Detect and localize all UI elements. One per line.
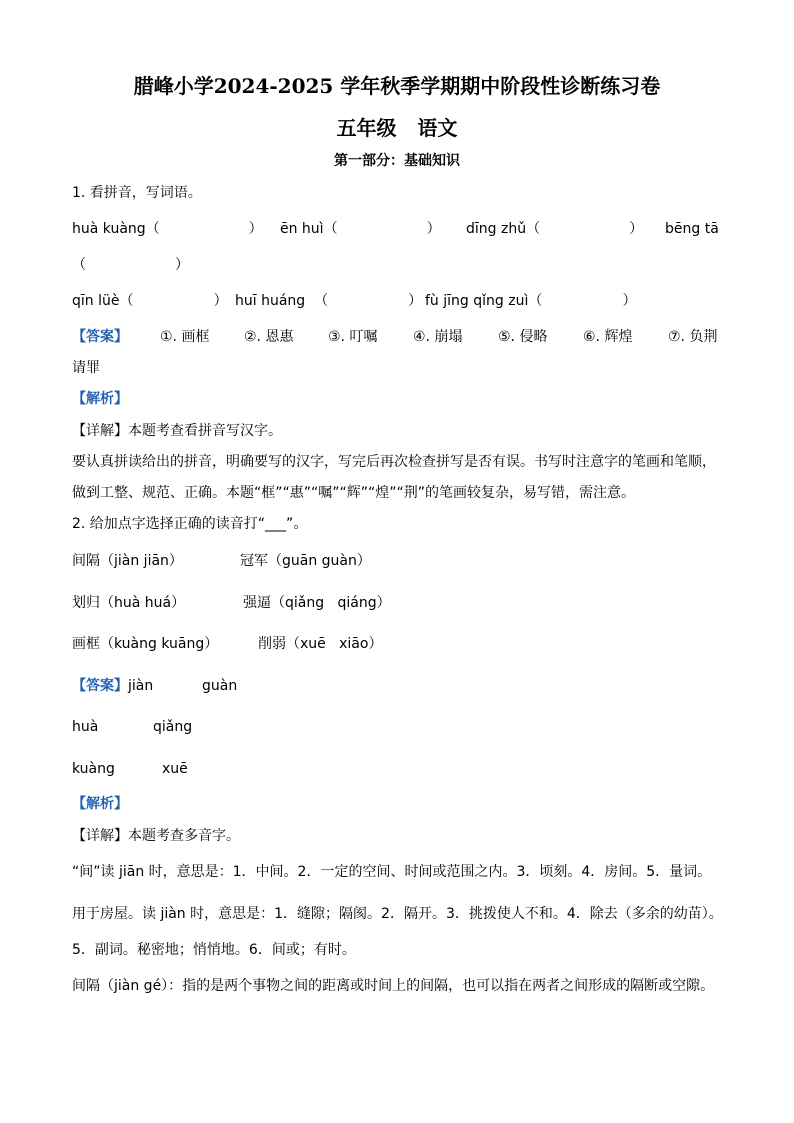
explanation-text: 做到工整、规范、正确。本题“框”“惠”“嘱”“辉”“煌”“荆”的笔画较复杂，易写错，需注意。 [72, 485, 636, 501]
answer-item: ②. 恩惠 [244, 329, 294, 345]
explanation-text: 间隔（jiàn gé）：指的是两个事物之间的距离或时间上的间隔，也可以指在两者之间形成的隔断或空隙。 [72, 978, 715, 994]
answer-item: ④. 崩塌 [413, 329, 463, 345]
q2-item: 削弱（xuē xiāo） [258, 636, 383, 652]
analysis-label: 【解析】 [72, 796, 128, 812]
pinyin-blank: ēn huì（ ） [280, 221, 441, 237]
exam-title: 腊峰小学2024-2025 学年秋季学期期中阶段性诊断练习卷 [133, 74, 661, 98]
pinyin-blank: huī huáng （ ） [235, 293, 423, 309]
part-title: 第一部分：基础知识 [334, 153, 460, 169]
detail-heading: 【详解】本题考查看拼音写汉字。 [72, 423, 282, 439]
answer-label: 【答案】 [72, 678, 128, 694]
grade-subject-title: 五年级 语文 [336, 116, 458, 140]
answer-item: ⑦. 负荆 [668, 329, 718, 345]
q2-prompt: 2. 给加点字选择正确的读音打“___”。 [72, 516, 308, 532]
q2-item: 冠军（guān guàn） [240, 553, 371, 569]
explanation-text: 5．副词。秘密地；悄悄地。6．间或；有时。 [72, 942, 356, 958]
q2-item: 画框（kuàng kuāng） [72, 636, 219, 652]
pinyin-blank: bēng tā [665, 221, 719, 237]
answer-item: jiàn [128, 678, 154, 694]
answer-item: ⑤. 侵略 [498, 329, 548, 345]
answer-item: guàn [202, 678, 238, 694]
answer-item: qiǎng [153, 719, 193, 735]
q2-item: 强逼（qiǎng qiáng） [243, 595, 391, 611]
pinyin-blank: dīng zhǔ（ ） [466, 221, 644, 237]
answer-item: kuàng [72, 761, 115, 777]
answer-item: ③. 叮嘱 [328, 329, 378, 345]
pinyin-blank: qīn lüè（ ） [72, 293, 228, 309]
analysis-label: 【解析】 [72, 391, 128, 407]
answer-label: 【答案】 [72, 329, 128, 345]
explanation-text: 要认真拼读给出的拼音，明确要写的汉字，写完后再次检查拼写是否有误。书写时注意字的笔画和笔顺， [72, 454, 716, 470]
q2-item: 划归（huà huá） [72, 595, 186, 611]
explanation-text: “间”读 jiān 时，意思是：1．中间。2．一定的空间、时间或范围之内。3．顷刻。4．房间。5．量词。 [72, 864, 712, 880]
q2-item: 间隔（jiàn jiān） [72, 553, 183, 569]
q1-prompt: 1. 看拼音，写词语。 [72, 185, 202, 201]
answer-item: huà [72, 719, 99, 735]
explanation-text: 用于房屋。读 jiàn 时，意思是：1．缝隙；隔阂。2．隔开。3．挑拨使人不和。4．除去（多余的幼苗）。 [72, 906, 723, 922]
detail-heading: 【详解】本题考查多音字。 [72, 828, 240, 844]
answer-item: ①. 画框 [160, 329, 210, 345]
pinyin-blank: huà kuàng（ ） [72, 221, 263, 237]
pinyin-blank: （ ） [72, 257, 190, 273]
answer-continuation: 请罪 [72, 360, 100, 376]
pinyin-blank: fù jīng qǐng zuì（ ） [425, 293, 637, 309]
answer-item: xuē [162, 761, 188, 777]
answer-item: ⑥. 辉煌 [583, 329, 633, 345]
